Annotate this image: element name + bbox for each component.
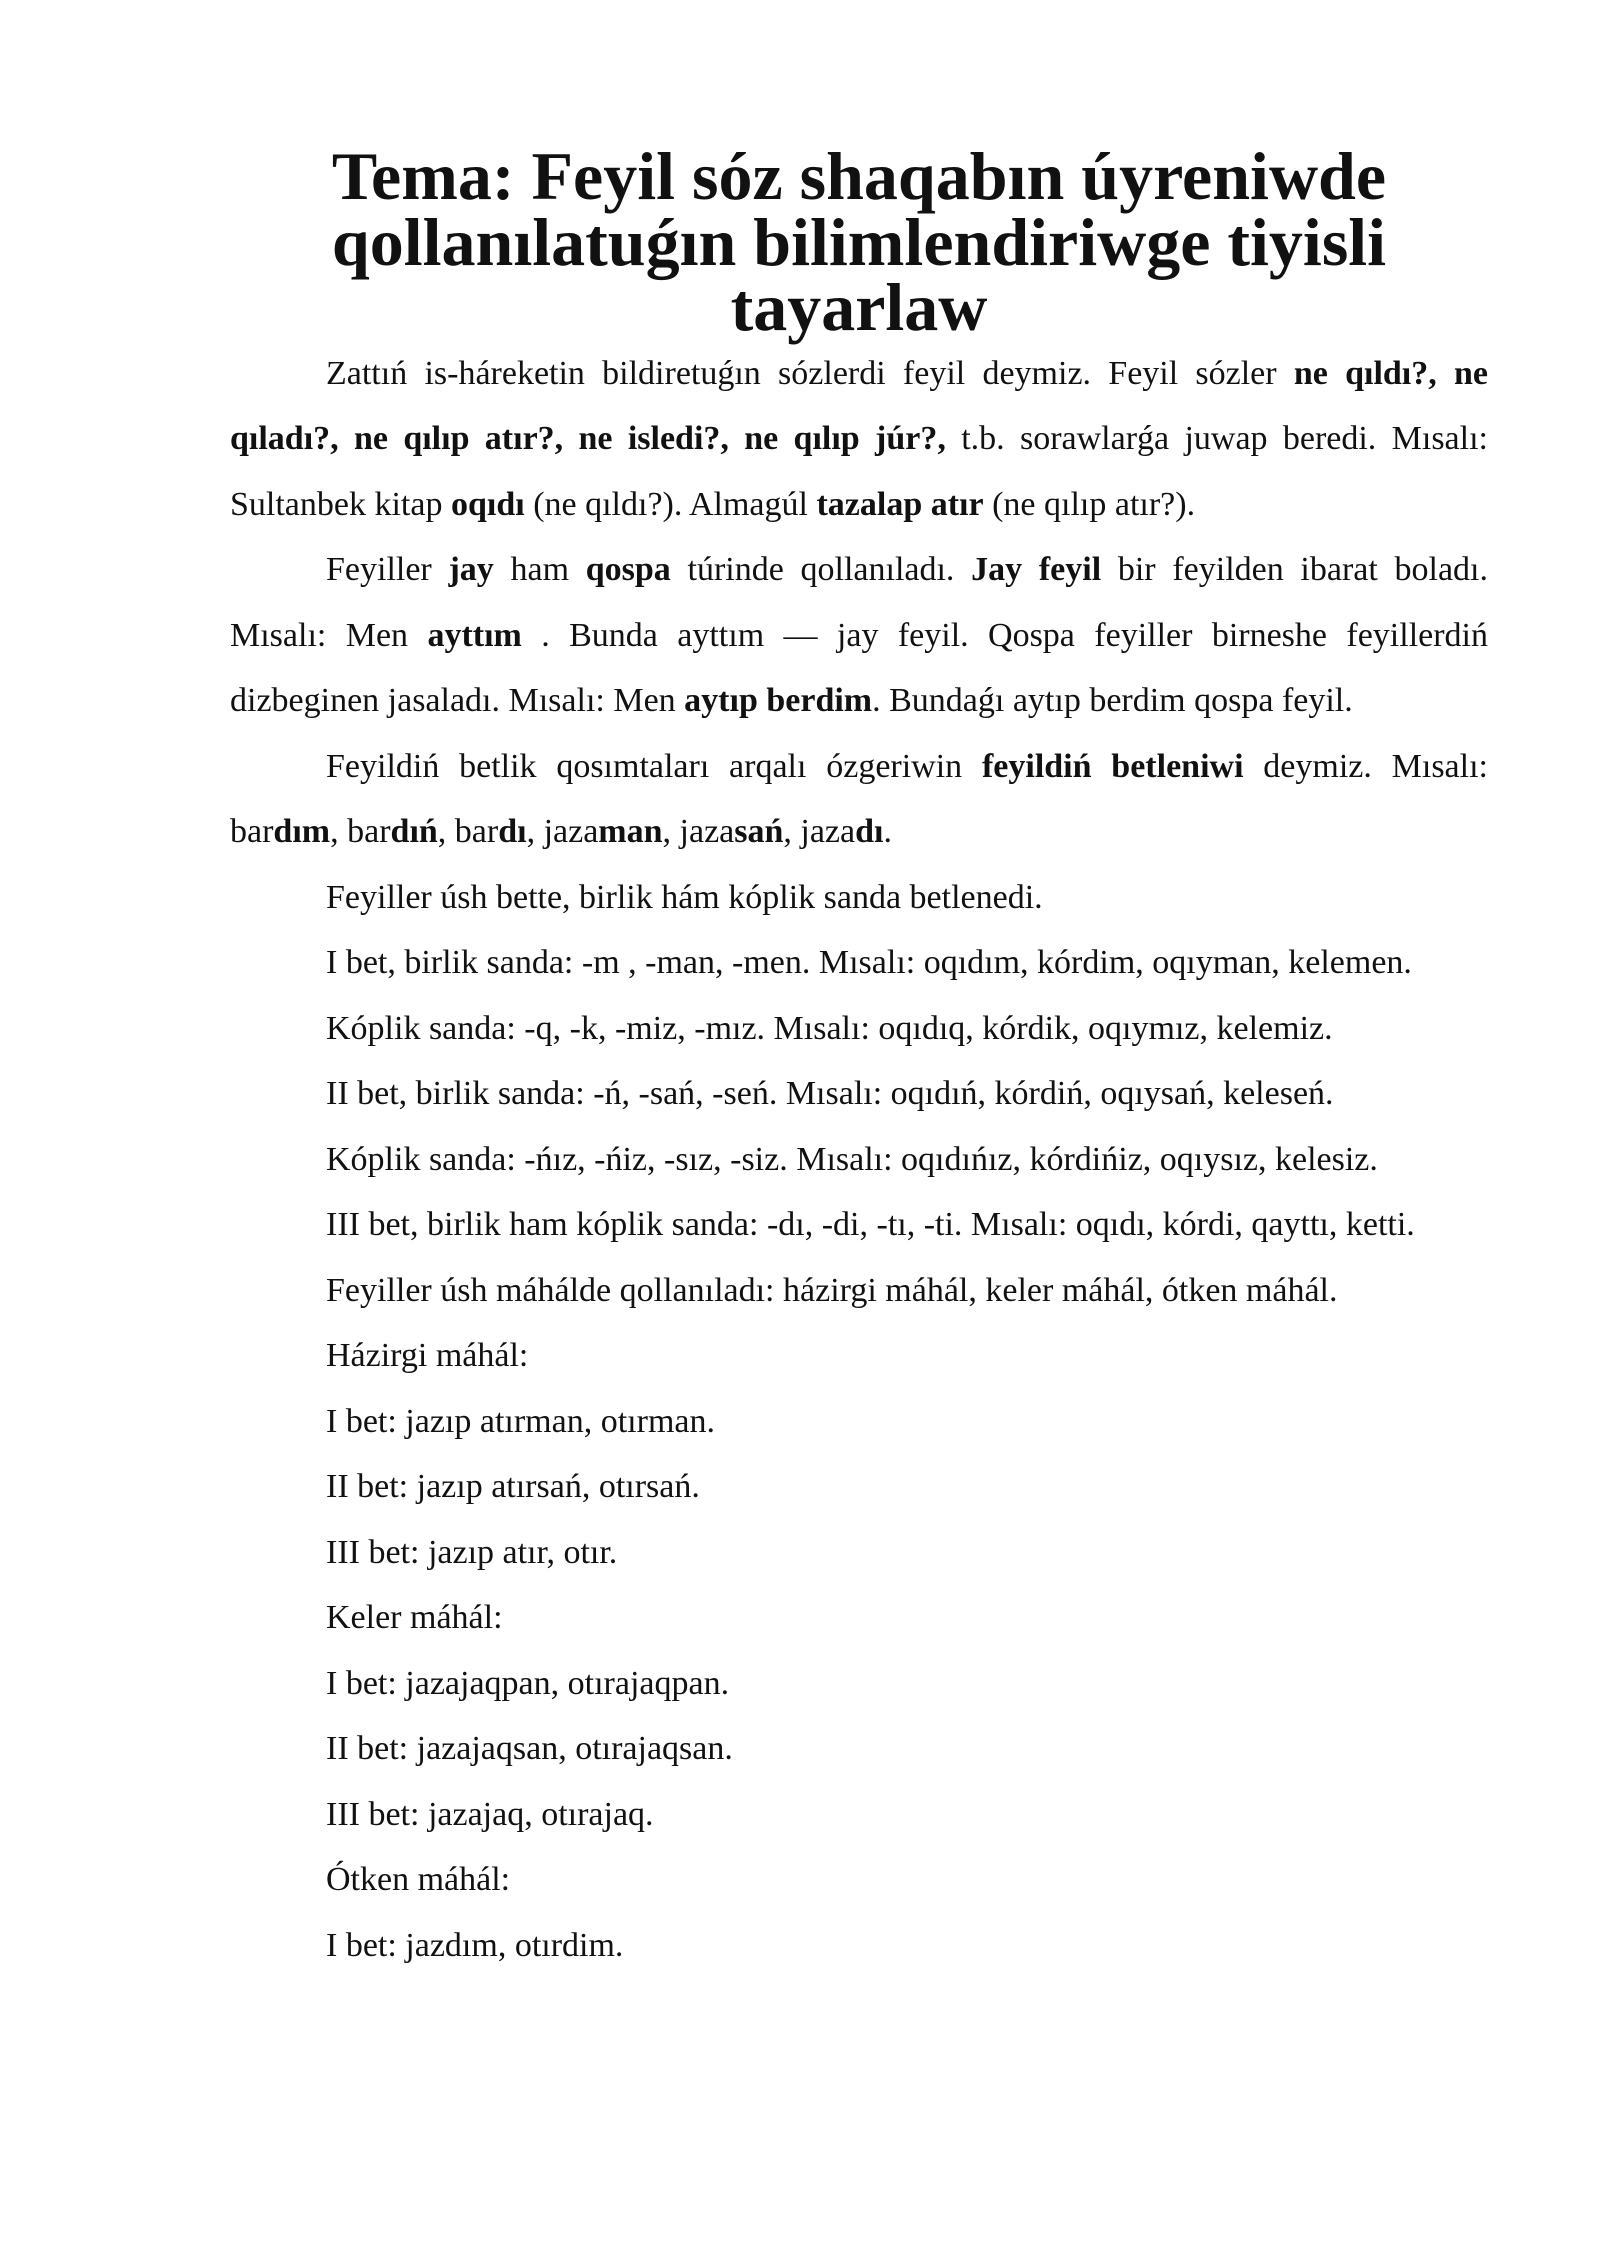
paragraph-line: III bet: jazajaq, otırajaq. <box>326 1795 654 1833</box>
paragraph-line: II bet, birlik sanda: -ń, -sań, -seń. Mısalı: oqıdıń, kórdiń, oqıysań, keleseń. <box>326 1075 1334 1112</box>
paragraph-line: Feyiller úsh bette, birlik hám kóplik sanda betlenedi. <box>326 878 1043 916</box>
bold-suffix: dıń <box>390 813 438 850</box>
paragraph-line: I bet: jazıp atırman, otırman. <box>326 1402 715 1440</box>
document-page <box>230 138 1489 1978</box>
paragraph-line: Kóplik sanda: -q, -k, -miz, -mız. Mısalı: oqıdıq, kórdik, oqıymız, kelemiz. <box>326 1009 1333 1047</box>
section-heading-present: Házirgi máhál: <box>326 1337 529 1374</box>
paragraph-definition: Zattıń is-háreketin bildiretuǵın sózlerdi feyil deymiz. Feyil sózler ne qıldı?, ne qıladı?, ne qılıp atır?, ne isledi?, ne qılıp júr?, t.b. sorawlarǵa juwap beredi. Mısalı: Sultanbek kitap oqıdı (ne qıldı?). Almagúl tazalap atır (ne qılıp atır?). <box>230 354 1488 523</box>
title-line-2: tayarlaw <box>730 269 988 345</box>
bold-example: ayttım <box>427 616 522 654</box>
bold-term: jay <box>448 551 494 588</box>
bold-example: aytıp berdim <box>684 682 873 719</box>
paragraph-simple-compound: Feyiller jay ham qospa túrinde qollanıladı. Jay feyil bir feyilden ibarat boladı. Mısalı: Men ayttım . Bunda ayttım — jay feyil. Qospa feyiller birneshe feyillerdiń dizbeginen jasaladı. Mısalı: Men aytıp berdim. Bundaǵı aytıp berdim qospa feyil. <box>230 551 1489 719</box>
bold-suffix: dım <box>273 813 331 850</box>
bold-suffix: dı <box>855 813 884 850</box>
bold-example: tazalap atır <box>816 485 984 523</box>
paragraph-line: Kóplik sanda: -ńız, -ńiz, -sız, -siz. Mısalı: oqıdıńız, kórdińiz, oqıysız, kelesiz. <box>326 1140 1378 1178</box>
paragraph-line: I bet: jazajaqpan, otırajaqpan. <box>326 1664 730 1702</box>
bold-term: Jay feyil <box>971 551 1102 588</box>
bold-suffix: man <box>598 813 663 850</box>
bold-questions: ne qıldı?, ne qıladı?, ne qılıp atır?, ne isledi?, ne qılıp júr?, <box>230 354 1488 457</box>
section-heading-past: Ótken máhál: <box>326 1861 511 1898</box>
bold-suffix: dı <box>498 813 527 850</box>
bold-example: oqıdı <box>450 485 525 523</box>
paragraph-line: I bet, birlik sanda: -m , -man, -men. Mısalı: oqıdım, kórdim, oqıyman, kelemen. <box>326 944 1412 981</box>
paragraph-line: II bet: jazıp atırsań, otırsań. <box>326 1468 700 1505</box>
bold-term: feyildiń betleniwi <box>981 747 1244 785</box>
section-heading-future: Keler máhál: <box>326 1599 503 1636</box>
document-title <box>230 138 1488 345</box>
paragraph-conjugation: Feyildiń betlik qosımtaları arqalı ózgeriwin feyildiń betleniwi deymiz. Mısalı: bardım, bardıń, bardı, jazaman, jazasań, jazadı. <box>230 747 1488 850</box>
title-line-1: Tema: Feyil sóz shaqabın úyreniwde qollanılatuǵın bilimlendiriwge tiyisli <box>331 138 1387 280</box>
paragraph-line: I bet: jazdım, otırdim. <box>326 1926 624 1964</box>
paragraph-line: III bet: jazıp atır, otır. <box>326 1533 618 1571</box>
paragraph-line: Feyiller úsh máhálde qollanıladı: házirgi máhál, keler máhál, ótken máhál. <box>326 1271 1338 1309</box>
bold-term: qospa <box>585 551 671 588</box>
bold-suffix: sań <box>734 813 784 850</box>
paragraph-line: III bet, birlik ham kóplik sanda: -dı, -di, -tı, -ti. Mısalı: oqıdı, kórdi, qayttı, ketti. <box>326 1206 1415 1243</box>
paragraph-line: II bet: jazajaqsan, otırajaqsan. <box>326 1730 733 1767</box>
